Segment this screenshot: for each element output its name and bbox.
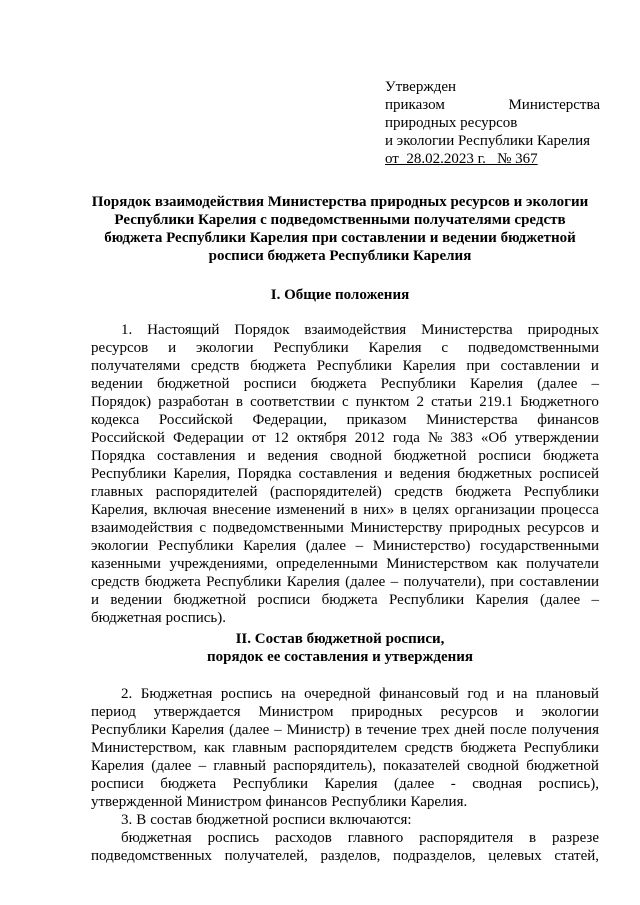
section-2-heading: [80, 630, 600, 666]
approval-line-order: [385, 96, 600, 114]
paragraph-line: 1. Настоящий Порядок взаимодействия Министерства природных: [121, 322, 599, 338]
section-1-heading: [80, 286, 600, 304]
section-2-paragraphs: [91, 685, 599, 865]
paragraph-line: 2. Бюджетная роспись на очередной финансовый год и на плановый: [121, 686, 599, 702]
paragraph-line: Карелия, включая внесение изменений в них» в целях организации процесса: [91, 502, 599, 518]
approval-line-ecology: и экологии Республики Карелия: [385, 133, 591, 149]
section-1-paragraph: [91, 321, 599, 627]
paragraph-line: экологии Республики Карелия (далее – Министерство) государственными: [91, 538, 599, 554]
paragraph-line: росписи бюджета Республики Карелия (далее - сводная роспись),: [91, 776, 599, 792]
paragraph-line: Порядок) разработан в соответствии с пунктом 2 статьи 219.1 Бюджетного: [91, 394, 599, 410]
paragraph-line: ресурсов и экологии Республики Карелия с подведомственными: [91, 340, 599, 356]
paragraph-line: бюджетная роспись).: [91, 610, 227, 626]
paragraph-line: Республики Карелия (далее – Министр) в течение трех дней после получения: [91, 722, 599, 738]
approval-ministry-word: Министерства: [508, 97, 600, 113]
paragraph-line: средств бюджета Республики Карелия (далее – получатели), при составлении: [91, 574, 599, 590]
paragraph-line: утвержденной Министром финансов Республики Карелия.: [91, 794, 468, 810]
paragraph-line: казенными учреждениями, определенными Министерством как получатели: [91, 556, 599, 572]
title-line: росписи бюджета Республики Карелия: [208, 248, 472, 264]
section-heading-text: порядок ее составления и утверждения: [206, 649, 474, 665]
paragraph-line: Республики Карелия, Порядка составления и ведения бюджетных росписей: [91, 466, 599, 482]
paragraph-line: 3. В состав бюджетной росписи включаются:: [121, 812, 412, 828]
paragraph-line: бюджетная роспись расходов главного распорядителя в разрезе: [121, 830, 599, 846]
section-heading-text: II. Состав бюджетной росписи,: [235, 631, 445, 647]
section-heading-text: I. Общие положения: [270, 287, 410, 303]
paragraph-line: период утверждается Министром природных ресурсов и экологии: [91, 704, 599, 720]
paragraph-line: Российской Федерации от 12 октября 2012 года № 383 «Об утверждении: [91, 430, 599, 446]
paragraph-line: кодекса Российской Федерации, приказом Министерства финансов: [91, 412, 599, 428]
approval-line-approved: Утвержден: [385, 79, 457, 95]
title-line: Порядок взаимодействия Министерства природных ресурсов и экологии: [91, 194, 589, 210]
paragraph-line: Порядка составления и ведения сводной бюджетной росписи бюджета: [91, 448, 599, 464]
approval-stamp: [385, 78, 600, 168]
paragraph-line: Карелия (далее – главный распорядитель), показателей сводной бюджетной: [91, 758, 599, 774]
paragraph-line: главных распорядителей (распорядителей) средств бюджета Республики: [91, 484, 599, 500]
paragraph-line: подведомственных получателей, разделов, подразделов, целевых статей,: [91, 848, 599, 864]
paragraph-line: ведении бюджетной росписи бюджета Республики Карелия (далее –: [91, 376, 599, 392]
approval-date-number: от 28.02.2023 г. № 367: [385, 151, 538, 167]
paragraph-line: Министерством, как главным распорядителем средств бюджета Республики: [91, 740, 599, 756]
approval-line-resources: природных ресурсов: [385, 115, 518, 131]
paragraph-line: получателями средств бюджета Республики Карелия при составлении и: [91, 358, 599, 374]
paragraph-line: взаимодействия с подведомственными Министерству природных ресурсов и: [91, 520, 599, 536]
title-line: бюджета Республики Карелия при составлении и ведении бюджетной: [104, 230, 576, 246]
title-line: Республики Карелия с подведомственными получателями средств: [114, 212, 566, 228]
document-title: [80, 193, 600, 265]
approval-order-word: приказом: [385, 97, 445, 113]
paragraph-line: и ведении бюджетной росписи бюджета Республики Карелия (далее –: [91, 592, 599, 608]
